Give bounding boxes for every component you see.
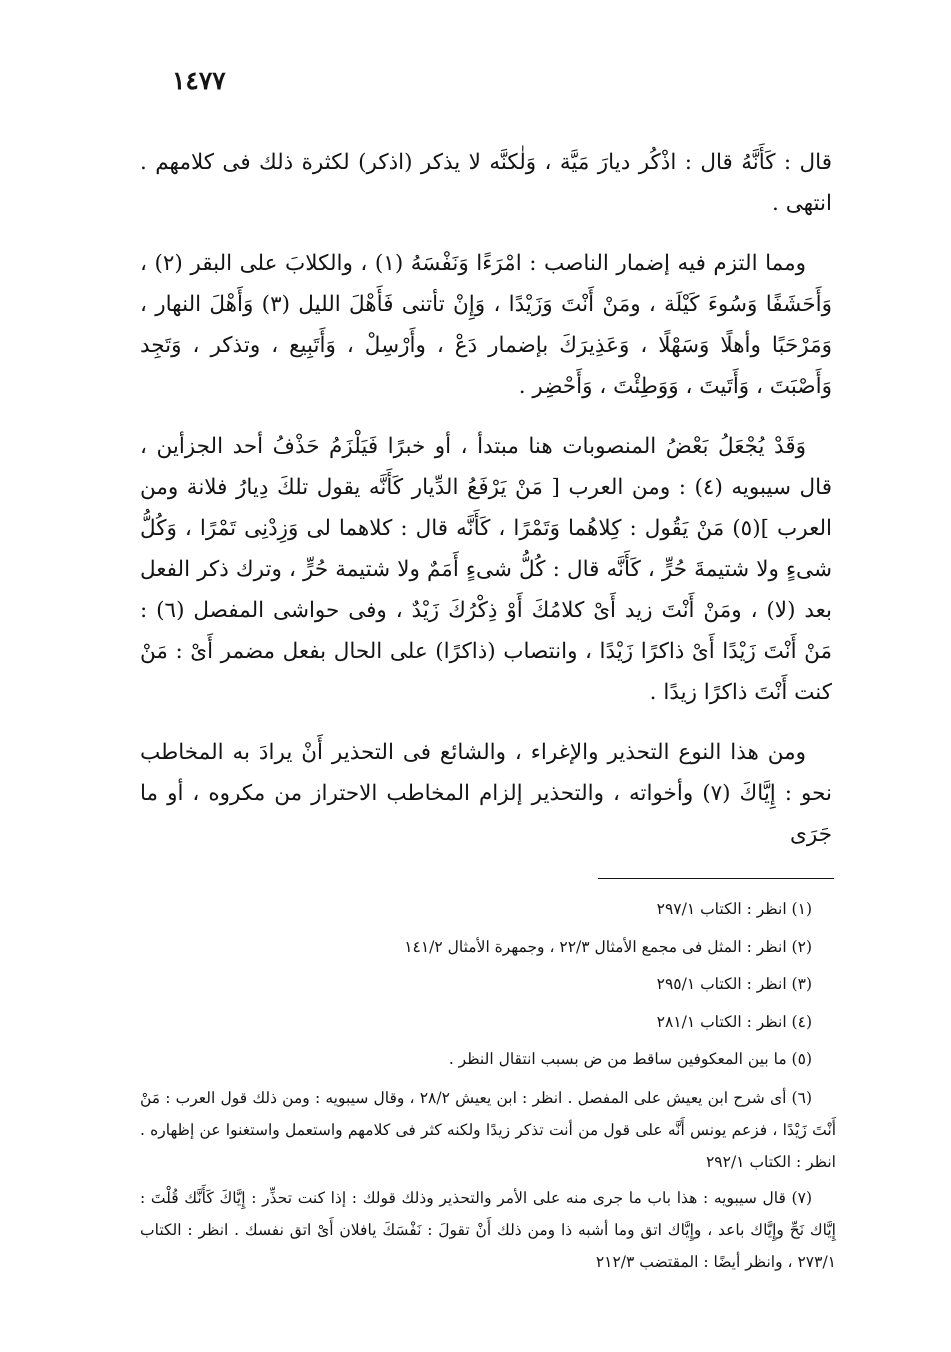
- paragraph-4: ومن هذا النوع التحذير والإغراء ، والشائع فى التحذير أَنْ يرادَ به المخاطب نحو : إِيَّاكَ (٧) وأخواته ، والتحذير إلزام المخاطب الاحتراز من مكروه ، أو ما جَرَى: [140, 740, 832, 847]
- footnote-4: (٤) انظر : الكتاب ٢٨١/١: [656, 1012, 812, 1031]
- main-text: [140, 142, 832, 874]
- footnote-7: (٧) قال سيبويه : هذا باب ما جرى منه على الأمر والتحذير وذلك قولك : إذا كنت تحذِّر : إِيَّاكَ كَأَنَّك قُلْتَ : إِيَّاك نَحِّ وإِيَّاك باعد ، وإِيَّاك اتق وما أشبه ذا ومن ذلك أَنْ تقولَ : نَفْسَكَ يافلان أَىْ اتق نفسك . انظر : الكتاب ٢٧٣/١ ، وانظر أيضًا : المقتضب ٢١٢/٣: [140, 1188, 836, 1271]
- footnote-divider: [598, 878, 834, 879]
- paragraph-2: ومما التزم فيه إضمار الناصب : امْرَءًا وَنَفْسَهُ (١) ، والكلابَ على البقر (٢) ، وَأَحَشَفًا وَسُوءَ كَيْلَة ، ومَنْ أَنْتَ وَزَيْدًا ، وَإِنْ تأتنى فَأَهْلَ الليل (٣) وَأَهْلَ النهار ، وَمَرْحَبًا وأهلًا وَسَهْلًا ، وَعَذِيرَكَ بإضمار دَعْ ، وأَرْسِلْ ، وَأَتَبِيع ، وتذكر ، وَتَجِد وَأَصْبَتَ ، وَأَتَيتَ ، وَوَطِئْتَ ، وَأَحْضِر .: [140, 251, 832, 399]
- footnote-2: (٢) انظر : المثل فى مجمع الأمثال ٢٢/٣ ، وجمهرة الأمثال ١٤١/٢: [404, 937, 812, 956]
- footnote-1: (١) انظر : الكتاب ٢٩٧/١: [656, 900, 812, 918]
- footnote-5: (٥) ما بين المعكوفين ساقط من ض بسبب انتقال النظر .: [448, 1050, 812, 1068]
- paragraph-1: قال : كَأَنَّهُ قال : اذْكُر ديارَ مَيَّة ، وَلٰكنَّه لا يذكر (اذكر) لكثرة ذلك فى كلامهم . انتهى .: [140, 150, 832, 216]
- footnote-6: (٦) أى شرح ابن يعيش على المفصل . انظر : ابن يعيش ٢٨/٢ ، وقال سيبويه : ومن ذلك قول العرب : مَنْ أَنْتَ زَيْدًا ، فزعم يونس أَنَّه على قول من أنت تذكر زيدًا ولكنه كثر فى كلامهم واستعمل واستغنوا عن إظهاره . انظر : الكتاب ٢٩٢/١: [140, 1088, 836, 1171]
- footnotes: [140, 891, 836, 1282]
- page-number: ١٤٧٧: [172, 66, 226, 95]
- paragraph-3: وَقَدْ يُجْعَلُ بَعْضُ المنصوبات هنا مبتدأ ، أو خبرًا فَيَلْزَمُ حَذْفُ أحد الجزأين ، قال سيبويه (٤) : ومن العرب [ مَنْ يَرْفَعُ الدِّيار كَأَنَّه يقول تلكَ دِيارُ فلانة ومن العرب ](٥) مَنْ يَقُول : كِلاهُما وَتَمْرًا ، كَأَنَّه قال : كلاهما لى وَزِدْنِى تَمْرًا ، وَكُلُّ شىءٍ ولا شتيمةَ حُرٍّ ، كَأَنَّه قال : كُلُّ شىءٍ أَمَمٌ ولا شتيمة حُرٍّ ، وترك ذكر الفعل بعد (لا) ، ومَنْ أَنْتَ زيد أَىْ كلامُكَ أَوْ ذِكْرُكَ زَيْدٌ ، وفى حواشى المفصل (٦) : مَنْ أَنْتَ زَيْدًا أَىْ ذاكرًا زَيْدًا ، وانتصاب (ذاكرًا) على الحال بفعل مضمر أَىْ : مَنْ كنت أَنْتَ ذاكرًا زيدًا .: [140, 434, 833, 705]
- footnote-3: (٣) انظر : الكتاب ٢٩٥/١: [656, 975, 812, 993]
